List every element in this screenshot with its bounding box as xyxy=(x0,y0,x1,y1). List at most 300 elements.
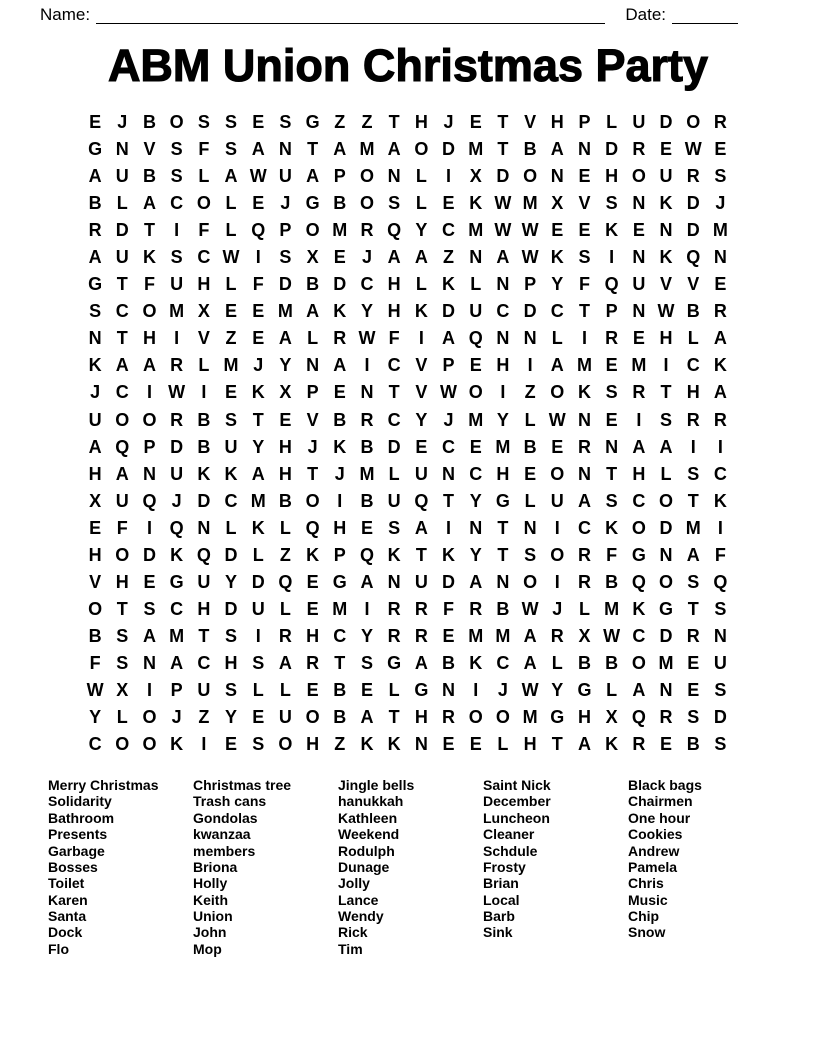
grid-letter: N xyxy=(632,301,646,322)
grid-letter: M xyxy=(522,707,538,728)
wordsearch-grid xyxy=(82,109,735,758)
grid-letter: R xyxy=(577,571,591,592)
grid-letter: P xyxy=(524,274,537,295)
word-item: Andrew xyxy=(628,842,680,859)
grid-letter: L xyxy=(279,598,291,619)
grid-letter: V xyxy=(415,355,428,376)
grid-letter: L xyxy=(578,598,590,619)
grid-letter: X xyxy=(578,625,591,646)
word-item: Luncheon xyxy=(483,809,550,826)
grid-letter: D xyxy=(442,301,456,322)
grid-letter: K xyxy=(197,463,211,484)
grid-letter: Q xyxy=(631,707,646,728)
grid-letter: C xyxy=(115,382,129,403)
grid-letter: J xyxy=(334,463,345,484)
grid-letter: T xyxy=(687,598,699,619)
grid-letter: T xyxy=(388,112,400,132)
grid-letter: G xyxy=(88,274,103,295)
grid-letter: I xyxy=(527,355,533,376)
word-item: hanukkah xyxy=(338,793,404,810)
grid-letter: Q xyxy=(414,490,429,511)
grid-letter: V xyxy=(578,193,591,214)
name-blank-line xyxy=(96,5,605,24)
grid-letter: E xyxy=(442,193,455,214)
grid-letter: S xyxy=(197,112,210,132)
grid-letter: R xyxy=(360,220,374,241)
word-list xyxy=(48,777,816,957)
grid-letter: Q xyxy=(686,247,701,268)
grid-letter: N xyxy=(713,625,727,646)
grid-letter: P xyxy=(333,166,346,187)
grid-letter: B xyxy=(360,490,374,511)
grid-letter: D xyxy=(251,571,265,592)
grid-letter: X xyxy=(89,490,102,511)
grid-letter: M xyxy=(495,625,511,646)
grid-letter: A xyxy=(278,328,292,349)
grid-letter: T xyxy=(334,652,346,673)
grid-letter: Y xyxy=(469,544,482,565)
grid-letter: G xyxy=(631,544,646,565)
word-item: Chairmen xyxy=(628,793,693,810)
grid-letter: M xyxy=(169,301,185,322)
grid-letter: F xyxy=(578,274,590,295)
word-item: Jingle bells xyxy=(338,777,415,794)
grid-letter: U xyxy=(469,301,483,322)
grid-letter: M xyxy=(468,220,484,241)
grid-letter: I xyxy=(201,382,207,403)
grid-letter: H xyxy=(197,598,211,619)
grid-letter: L xyxy=(470,274,482,295)
grid-letter: E xyxy=(578,166,591,187)
grid-letter: A xyxy=(142,625,156,646)
grid-letter: H xyxy=(142,328,156,349)
grid-letter: S xyxy=(687,707,700,728)
grid-letter: M xyxy=(522,193,538,214)
grid-letter: K xyxy=(387,544,401,565)
word-item: Karen xyxy=(48,891,88,908)
grid-letter: N xyxy=(469,517,483,538)
grid-letter: T xyxy=(252,409,264,430)
grid-letter: B xyxy=(523,436,537,457)
grid-letter: A xyxy=(550,139,564,160)
grid-letter: T xyxy=(578,301,590,322)
grid-letter: S xyxy=(687,571,700,592)
grid-letter: Z xyxy=(198,707,210,728)
word-item: Kathleen xyxy=(338,809,398,826)
grid-letter: T xyxy=(116,598,128,619)
grid-letter: E xyxy=(252,193,265,214)
grid-letter: M xyxy=(658,652,674,673)
grid-letter: R xyxy=(360,409,374,430)
grid-letter: V xyxy=(89,571,102,592)
grid-letter: Q xyxy=(631,571,646,592)
grid-letter: J xyxy=(307,436,318,457)
grid-letter: N xyxy=(115,139,129,160)
grid-letter: E xyxy=(442,734,455,755)
grid-letter: I xyxy=(554,517,560,538)
grid-letter: B xyxy=(605,571,619,592)
grid-letter: D xyxy=(224,598,238,619)
grid-letter: N xyxy=(469,247,483,268)
grid-letter: N xyxy=(577,409,591,430)
grid-letter: O xyxy=(88,598,103,619)
grid-letter: N xyxy=(577,463,591,484)
grid-letter: W xyxy=(494,220,512,241)
grid-letter: L xyxy=(606,112,618,132)
grid-letter: Y xyxy=(225,571,238,592)
grid-letter: K xyxy=(387,734,401,755)
grid-letter: O xyxy=(523,166,538,187)
grid-letter: B xyxy=(88,193,102,214)
grid-letter: U xyxy=(224,436,238,457)
grid-letter: I xyxy=(446,517,452,538)
grid-letter: E xyxy=(524,463,537,484)
word-item: Black bags xyxy=(628,777,702,794)
grid-letter: A xyxy=(414,517,428,538)
grid-letter: D xyxy=(686,193,700,214)
grid-letter: Y xyxy=(360,301,373,322)
grid-letter: W xyxy=(521,247,539,268)
word-item: December xyxy=(483,793,551,810)
grid-letter: Z xyxy=(361,112,373,132)
grid-letter: N xyxy=(605,436,619,457)
grid-letter: S xyxy=(605,382,618,403)
grid-letter: K xyxy=(469,652,483,673)
grid-letter: D xyxy=(523,301,537,322)
grid-letter: U xyxy=(414,571,428,592)
grid-letter: K xyxy=(605,220,619,241)
grid-letter: H xyxy=(197,274,211,295)
grid-letter: R xyxy=(686,166,700,187)
grid-letter: E xyxy=(605,409,618,430)
grid-letter: P xyxy=(442,355,455,376)
grid-letter: W xyxy=(521,220,539,241)
grid-letter: D xyxy=(170,436,184,457)
grid-letter: C xyxy=(333,625,347,646)
grid-letter: P xyxy=(143,436,156,457)
grid-letter: I xyxy=(201,734,207,755)
grid-letter: U xyxy=(115,166,129,187)
word-item: Brian xyxy=(483,875,519,892)
grid-letter: D xyxy=(659,517,673,538)
grid-letter: L xyxy=(307,328,319,349)
grid-letter: U xyxy=(278,166,292,187)
grid-letter: O xyxy=(659,490,674,511)
grid-letter: I xyxy=(446,166,452,187)
grid-letter: T xyxy=(497,112,509,132)
grid-letter: C xyxy=(170,193,184,214)
grid-letter: E xyxy=(714,139,727,160)
grid-letter: N xyxy=(577,139,591,160)
grid-letter: V xyxy=(524,112,537,132)
grid-letter: E xyxy=(632,220,645,241)
grid-letter: G xyxy=(550,707,565,728)
grid-letter: H xyxy=(523,734,537,755)
grid-letter: N xyxy=(659,679,673,700)
grid-letter: C xyxy=(442,220,456,241)
grid-letter: F xyxy=(606,544,618,565)
grid-letter: X xyxy=(605,707,618,728)
grid-letter: A xyxy=(469,571,483,592)
grid-letter: H xyxy=(577,707,591,728)
grid-letter: M xyxy=(169,625,185,646)
grid-letter: H xyxy=(686,382,700,403)
grid-letter: I xyxy=(500,382,506,403)
grid-letter: L xyxy=(497,734,509,755)
grid-letter: I xyxy=(146,517,152,538)
word-item: Music xyxy=(628,891,668,908)
grid-letter: E xyxy=(687,652,700,673)
grid-letter: B xyxy=(333,193,347,214)
grid-letter: A xyxy=(142,193,156,214)
grid-letter: F xyxy=(443,598,455,619)
grid-letter: U xyxy=(632,274,646,295)
grid-letter: L xyxy=(551,652,563,673)
grid-letter: X xyxy=(469,166,482,187)
grid-letter: E xyxy=(333,247,346,268)
grid-letter: T xyxy=(497,517,509,538)
grid-letter: I xyxy=(663,355,669,376)
grid-letter: Q xyxy=(278,571,293,592)
grid-letter: R xyxy=(713,301,727,322)
grid-letter: O xyxy=(359,193,374,214)
grid-letter: O xyxy=(142,707,157,728)
grid-letter: S xyxy=(170,247,183,268)
grid-letter: E xyxy=(279,409,292,430)
grid-letter: K xyxy=(360,734,374,755)
word-item: Merry Christmas xyxy=(48,777,159,794)
grid-letter: O xyxy=(631,166,646,187)
grid-letter: D xyxy=(686,220,700,241)
header xyxy=(0,0,816,24)
grid-letter: C xyxy=(550,301,564,322)
grid-letter: B xyxy=(88,625,102,646)
grid-letter: K xyxy=(142,247,156,268)
grid-letter: C xyxy=(170,598,184,619)
grid-letter: O xyxy=(196,193,211,214)
grid-letter: Z xyxy=(225,328,237,349)
grid-letter: O xyxy=(115,409,130,430)
grid-letter: N xyxy=(142,652,156,673)
grid-letter: O xyxy=(659,571,674,592)
grid-letter: N xyxy=(306,355,320,376)
grid-letter: B xyxy=(197,409,211,430)
grid-letter: H xyxy=(115,571,129,592)
grid-letter: A xyxy=(170,652,184,673)
grid-letter: O xyxy=(305,220,320,241)
grid-letter: Z xyxy=(334,112,346,132)
grid-letter: B xyxy=(333,409,347,430)
grid-letter: S xyxy=(170,139,183,160)
grid-letter: B xyxy=(278,490,292,511)
grid-letter: O xyxy=(305,490,320,511)
grid-letter: L xyxy=(415,166,427,187)
grid-letter: I xyxy=(337,490,343,511)
grid-letter: S xyxy=(252,652,265,673)
grid-letter: C xyxy=(632,625,646,646)
grid-letter: D xyxy=(659,625,673,646)
word-item: Saint Nick xyxy=(483,777,551,794)
grid-letter: T xyxy=(307,139,319,160)
grid-letter: T xyxy=(388,707,400,728)
grid-letter: A xyxy=(414,247,428,268)
grid-letter: T xyxy=(551,734,563,755)
word-item: John xyxy=(193,924,227,941)
grid-letter: O xyxy=(686,112,701,132)
grid-letter: R xyxy=(333,328,347,349)
grid-letter: M xyxy=(712,220,728,241)
grid-letter: B xyxy=(496,598,510,619)
grid-letter: Q xyxy=(305,517,320,538)
grid-letter: S xyxy=(605,193,618,214)
grid-letter: T xyxy=(116,274,128,295)
grid-letter: S xyxy=(605,490,618,511)
grid-letter: L xyxy=(388,679,400,700)
grid-letter: H xyxy=(88,544,102,565)
grid-letter: R xyxy=(170,409,184,430)
grid-letter: N xyxy=(550,166,564,187)
grid-letter: O xyxy=(631,517,646,538)
grid-letter: E xyxy=(714,274,727,295)
grid-letter: D xyxy=(115,220,129,241)
grid-letter: D xyxy=(442,571,456,592)
grid-letter: K xyxy=(469,193,483,214)
grid-letter: P xyxy=(605,301,618,322)
grid-letter: G xyxy=(659,598,674,619)
grid-letter: M xyxy=(576,355,592,376)
grid-letter: F xyxy=(89,652,101,673)
grid-letter: C xyxy=(115,301,129,322)
grid-letter: A xyxy=(659,436,673,457)
grid-letter: Z xyxy=(334,734,346,755)
grid-letter: X xyxy=(306,247,319,268)
grid-letter: C xyxy=(713,463,727,484)
grid-letter: R xyxy=(387,625,401,646)
grid-letter: T xyxy=(443,490,455,511)
grid-letter: Z xyxy=(443,247,455,268)
grid-letter: R xyxy=(713,409,727,430)
grid-letter: R xyxy=(632,382,646,403)
grid-letter: I xyxy=(473,679,479,700)
grid-letter: D xyxy=(333,274,347,295)
word-item: kwanzaa xyxy=(193,826,251,843)
grid-letter: H xyxy=(278,463,292,484)
grid-letter: H xyxy=(306,734,320,755)
grid-letter: R xyxy=(605,328,619,349)
grid-letter: U xyxy=(632,112,646,132)
grid-letter: B xyxy=(442,652,456,673)
grid-letter: G xyxy=(577,679,592,700)
grid-letter: Y xyxy=(551,274,564,295)
grid-letter: I xyxy=(690,436,696,457)
grid-letter: A xyxy=(333,139,347,160)
grid-letter: I xyxy=(255,247,261,268)
grid-letter: U xyxy=(659,166,673,187)
grid-letter: K xyxy=(632,598,646,619)
grid-letter: R xyxy=(306,652,320,673)
grid-letter: U xyxy=(387,490,401,511)
grid-letter: A xyxy=(142,355,156,376)
grid-letter: J xyxy=(280,193,291,214)
grid-letter: S xyxy=(714,598,727,619)
grid-letter: T xyxy=(497,544,509,565)
grid-letter: Q xyxy=(142,490,157,511)
grid-letter: B xyxy=(333,707,347,728)
grid-letter: L xyxy=(415,274,427,295)
grid-letter: G xyxy=(169,571,184,592)
grid-letter: I xyxy=(174,328,180,349)
grid-letter: B xyxy=(523,139,537,160)
grid-letter: E xyxy=(252,112,265,132)
grid-letter: W xyxy=(494,193,512,214)
word-item: Wendy xyxy=(338,907,384,924)
grid-letter: R xyxy=(659,707,673,728)
grid-letter: W xyxy=(521,679,539,700)
grid-letter: Y xyxy=(225,707,238,728)
grid-letter: L xyxy=(225,274,237,295)
grid-letter: L xyxy=(225,193,237,214)
grid-letter: K xyxy=(605,517,619,538)
word-item: Cleaner xyxy=(483,826,535,843)
grid-letter: U xyxy=(251,598,265,619)
grid-letter: X xyxy=(279,382,292,403)
word-item: Christmas tree xyxy=(193,777,292,794)
grid-letter: O xyxy=(414,139,429,160)
grid-letter: N xyxy=(142,463,156,484)
grid-letter: F xyxy=(143,274,155,295)
grid-letter: S xyxy=(714,166,727,187)
grid-letter: L xyxy=(279,679,291,700)
grid-letter: Y xyxy=(279,355,292,376)
grid-letter: O xyxy=(468,707,483,728)
grid-letter: V xyxy=(660,274,673,295)
grid-letter: N xyxy=(523,328,537,349)
grid-letter: T xyxy=(606,463,618,484)
word-item: Solidarity xyxy=(48,793,112,810)
grid-letter: K xyxy=(251,517,265,538)
grid-letter: P xyxy=(333,544,346,565)
grid-letter: S xyxy=(388,517,401,538)
grid-letter: I xyxy=(609,247,615,268)
grid-letter: Q xyxy=(713,571,728,592)
grid-letter: Y xyxy=(360,625,373,646)
word-item: Santa xyxy=(48,907,87,924)
grid-letter: E xyxy=(306,598,319,619)
grid-letter: B xyxy=(142,166,156,187)
grid-letter: D xyxy=(442,139,456,160)
grid-letter: O xyxy=(468,382,483,403)
grid-letter: A xyxy=(550,355,564,376)
grid-letter: E xyxy=(605,355,618,376)
grid-letter: A xyxy=(251,463,265,484)
grid-letter: K xyxy=(170,734,184,755)
grid-letter: C xyxy=(197,247,211,268)
grid-letter: O xyxy=(115,544,130,565)
grid-letter: M xyxy=(495,436,511,457)
word-item: Dunage xyxy=(338,858,390,875)
grid-letter: W xyxy=(657,301,675,322)
grid-letter: O xyxy=(142,301,157,322)
grid-letter: I xyxy=(364,598,370,619)
grid-letter: C xyxy=(360,274,374,295)
grid-letter: C xyxy=(469,463,483,484)
word-item: Bathroom xyxy=(48,809,115,826)
grid-letter: M xyxy=(468,625,484,646)
grid-letter: H xyxy=(333,517,347,538)
grid-letter: E xyxy=(225,382,238,403)
grid-letter: L xyxy=(225,517,237,538)
grid-letter: R xyxy=(632,734,646,755)
